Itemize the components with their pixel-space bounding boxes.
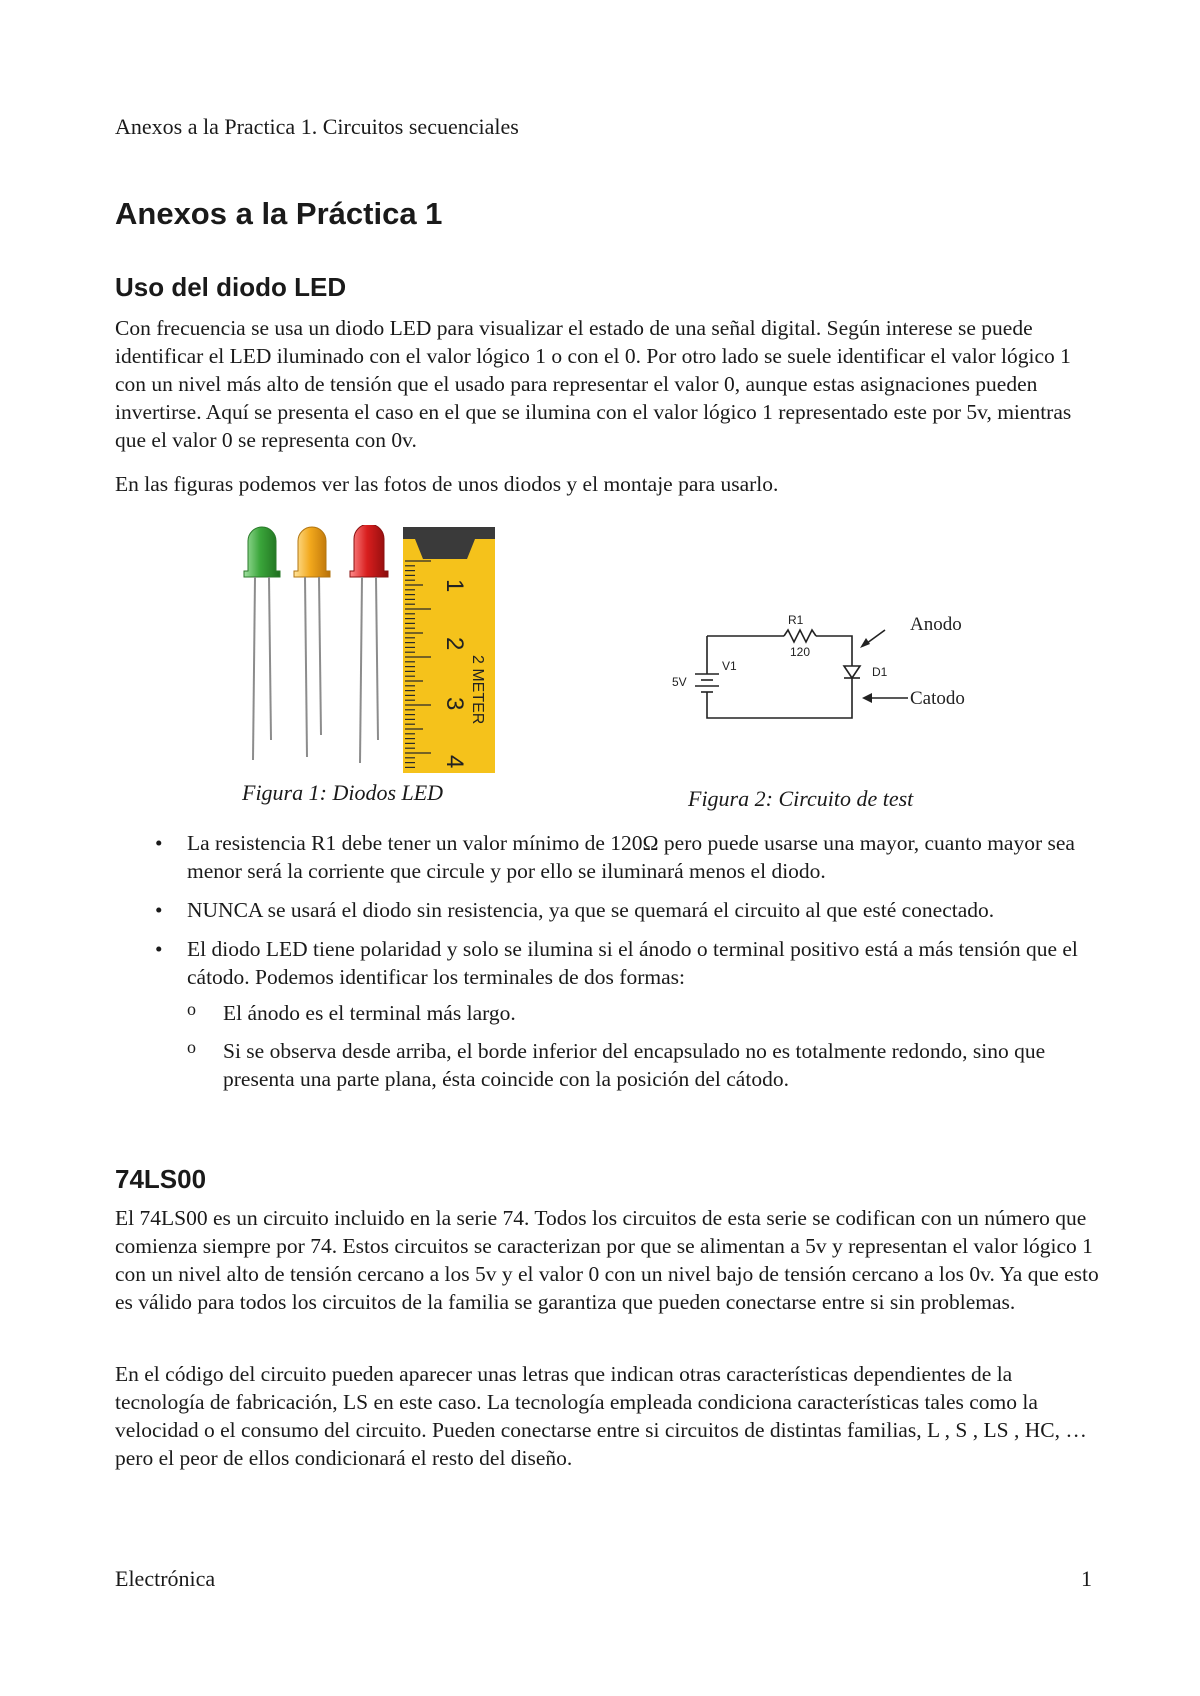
resistor-name: R1 <box>788 613 804 627</box>
bullet-text: La resistencia R1 debe tener un valor mínimo de 120Ω pero puede usarse una mayor, cuanto mayor sea menor será la corriente que circule y por ello se iluminará menos el diodo. <box>187 831 1075 883</box>
74ls00-paragraph-1: El 74LS00 es un circuito incluido en la serie 74. Todos los circuitos de esta serie se codifican con un número que comienza siempre por 74. Estos circuitos se caracterizan por que se alimentan a 5v y representan el valor lógico 1 con un nivel alto de tensión cercano a los 5v y el valor 0 con un nivel bajo de tensión cercano a los 0v. Ya que esto es válido para todos los circuitos de la familia se garantiza que pueden conectarse entre si sin problemas. <box>115 1206 1099 1314</box>
source-value: 5V <box>672 675 687 689</box>
figure-led-photo <box>235 525 500 775</box>
list-item <box>115 935 1105 1093</box>
led-figures-paragraph: En las figuras podemos ver las fotos de unos diodos y el montaje para usarlo. <box>115 472 779 496</box>
list-item <box>187 1037 1105 1093</box>
resistor-value: 120 <box>790 645 811 659</box>
section-heading-led: Uso del diodo LED <box>115 272 347 302</box>
ruler-number-3: 3 <box>441 697 468 711</box>
yellow-led <box>294 527 330 757</box>
bullet-text: El diodo LED tiene polaridad y solo se ilumina si el ánodo o terminal positivo está a más tensión que el cátodo. Podemos identificar los terminales de dos formas: <box>187 937 1078 989</box>
sub-bullet-circle: o <box>187 1037 196 1057</box>
figure-test-circuit <box>660 600 990 730</box>
running-header: Anexos a la Practica 1. Circuitos secuenciales <box>115 114 519 139</box>
led-intro-paragraph: Con frecuencia se usa un diodo LED para visualizar el estado de una señal digital. Según interese se puede identificar el LED iluminado con el valor lógico 1 o con el 0. Por otro lado se suele identificar el valor lógico 1 con un nivel más alto de tensión que el usado para representar el valor 0, aunque estas asignaciones pueden invertirse. Aquí se presenta el caso en el que se ilumina con el valor lógico 1 representado este por 5v, mientras que el valor 0 se representa con 0v. <box>115 316 1072 452</box>
figure1-caption: Figura 1: Diodos LED <box>242 780 444 805</box>
bullet-dot: • <box>155 937 163 961</box>
diode-name: D1 <box>872 665 888 679</box>
ruler-number-2: 2 <box>441 637 468 651</box>
document-title: Anexos a la Práctica 1 <box>115 196 443 231</box>
list-item <box>187 999 1105 1027</box>
terminal-identification-list <box>187 999 1105 1093</box>
sub-bullet-circle: o <box>187 999 196 1019</box>
footer-subject: Electrónica <box>115 1566 216 1591</box>
led-notes-list <box>115 829 1105 1104</box>
source-name: V1 <box>722 659 737 673</box>
bullet-dot: • <box>155 831 163 855</box>
page-number: 1 <box>1081 1566 1092 1591</box>
figure2-caption: Figura 2: Circuito de test <box>688 786 914 811</box>
74ls00-paragraph-2: En el código del circuito pueden aparecer unas letras que indican otras características dependientes de la tecnología de fabricación, LS en este caso. La tecnología empleada condiciona características tales como la velocidad o el consumo del circuito. Pueden conectarse entre si circuitos de distintas familias, L , S , LS , HC, … pero el peor de ellos condicionará el resto del diseño. <box>115 1362 1087 1470</box>
bullet-dot: • <box>155 898 163 922</box>
bullet-text: NUNCA se usará el diodo sin resistencia, ya que se quemará el circuito al que esté conectado. <box>187 898 995 922</box>
ruler-number-4: 4 <box>441 755 468 769</box>
red-led <box>350 525 388 763</box>
cathode-label: Catodo <box>910 688 965 709</box>
sub-bullet-text: El ánodo es el terminal más largo. <box>223 1001 516 1025</box>
list-item <box>115 829 1105 885</box>
green-led <box>244 527 280 760</box>
ruler-label: 2 METER <box>469 655 486 725</box>
sub-bullet-text: Si se observa desde arriba, el borde inferior del encapsulado no es totalmente redondo, sino que presenta una parte plana, ésta coincide con la posición del cátodo. <box>223 1039 1046 1091</box>
list-item <box>115 896 1105 924</box>
section-heading-74ls00: 74LS00 <box>115 1164 207 1194</box>
anode-label: Anodo <box>910 614 962 635</box>
ruler-number-1: 1 <box>441 579 468 593</box>
